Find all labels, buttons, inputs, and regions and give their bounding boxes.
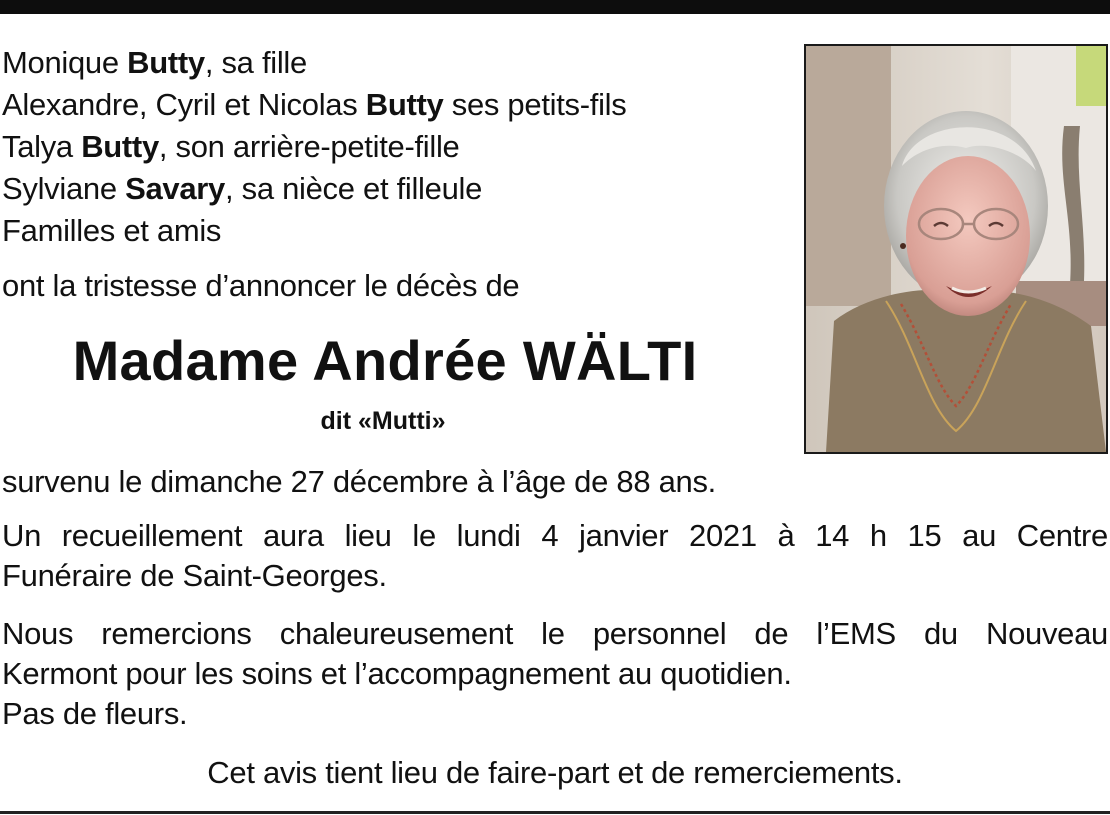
bottom-rule bbox=[0, 811, 1110, 814]
deceased-nickname: dit «Mutti» bbox=[320, 407, 446, 435]
family-surname: Savary bbox=[125, 171, 225, 206]
family-surname: Butty bbox=[365, 87, 444, 122]
family-line: Familles et amis bbox=[2, 213, 222, 248]
family-surname: Butty bbox=[127, 45, 205, 80]
family-line: Alexandre, Cyril et Nicolas Butty ses petits-fils bbox=[2, 87, 627, 122]
ceremony-line: Un recueillement aura lieu le lundi 4 janvier 2021 à 14 h 15 au Centre bbox=[2, 518, 1108, 553]
portrait-illustration bbox=[806, 46, 1106, 452]
family-line: Sylviane Savary, sa nièce et filleule bbox=[2, 171, 483, 206]
top-rule bbox=[0, 0, 1110, 14]
family-line: Talya Butty, son arrière-petite-fille bbox=[2, 129, 460, 164]
deceased-name: Madame Andrée WÄLTI bbox=[72, 329, 698, 392]
death-details: survenu le dimanche 27 décembre à l’âge de 88 ans. bbox=[2, 464, 716, 499]
family-surname: Butty bbox=[81, 129, 159, 164]
ceremony-paragraph bbox=[2, 516, 1108, 596]
closing-note: Cet avis tient lieu de faire-part et de remerciements. bbox=[207, 755, 903, 790]
portrait-photo bbox=[804, 44, 1108, 454]
thanks-line: Nous remercions chaleureusement le personnel de l’EMS du Nouveau bbox=[2, 616, 1108, 651]
announcement: ont la tristesse d’annoncer le décès de bbox=[2, 268, 520, 303]
thanks-line: Kermont pour les soins et l’accompagnement au quotidien. bbox=[2, 656, 792, 691]
thanks-line: Pas de fleurs. bbox=[2, 696, 188, 731]
family-line: Monique Butty, sa fille bbox=[2, 45, 307, 80]
ceremony-line: Funéraire de Saint-Georges. bbox=[2, 558, 387, 593]
thanks-paragraph bbox=[2, 614, 1108, 734]
